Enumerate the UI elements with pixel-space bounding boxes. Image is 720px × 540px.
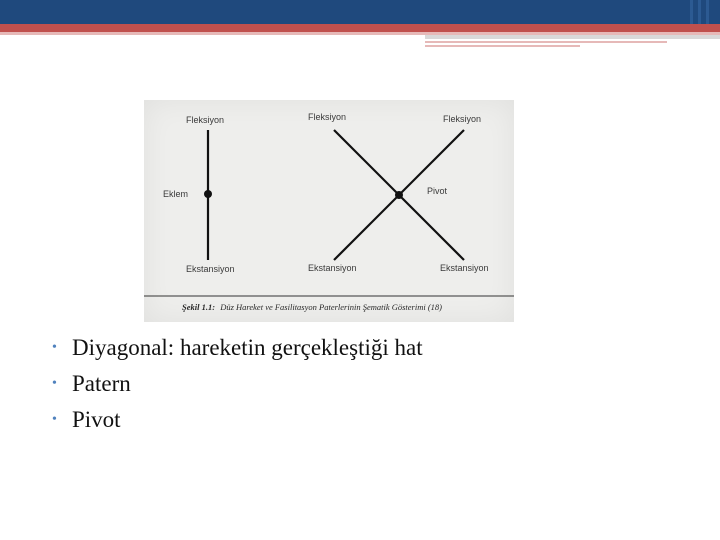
bullet-list: [48, 330, 423, 438]
left-bottom-label: Ekstansiyon: [186, 264, 235, 274]
pivot-point: [395, 191, 403, 199]
pivot-label: Pivot: [427, 186, 448, 196]
bullet-dot-icon: •: [52, 412, 57, 427]
right-bottom-left-label: Ekstansiyon: [308, 263, 357, 273]
header-bar-segment: [706, 0, 709, 24]
bullet-text: Diyagonal: hareketin gerçekleştiği hat: [72, 335, 423, 360]
joint-point: [204, 190, 212, 198]
bullet-text: Patern: [72, 371, 131, 396]
header-bar: [0, 0, 720, 24]
caption-text: Düz Hareket ve Fasilitasyon Paterlerinin Şematik Gösterimi (18): [220, 302, 443, 312]
bullet-item: [48, 402, 423, 438]
bullet-text: Pivot: [72, 407, 121, 432]
header-gray-stripe: [425, 35, 720, 39]
right-top-left-label: Fleksiyon: [308, 112, 347, 122]
diagram-svg: [144, 100, 514, 322]
figure-caption: [182, 302, 442, 312]
bullet-dot-icon: •: [52, 376, 57, 391]
left-middle-label: Eklem: [163, 189, 189, 199]
header-red-stripe: [0, 24, 720, 32]
bullet-dot-icon: •: [52, 340, 57, 355]
header-bar-segment: [698, 0, 701, 24]
right-top-right-label: Fleksiyon: [443, 114, 482, 124]
bullet-item: [48, 330, 423, 366]
header-pink-line: [425, 41, 667, 43]
bullet-item: [48, 366, 423, 402]
caption-prefix: Şekil 1.1:: [182, 302, 216, 312]
header-bar-segment: [690, 0, 693, 24]
header-pink-line: [425, 45, 580, 47]
right-bottom-right-label: Ekstansiyon: [440, 263, 489, 273]
left-top-label: Fleksiyon: [186, 115, 225, 125]
movement-pattern-diagram: [144, 100, 514, 322]
